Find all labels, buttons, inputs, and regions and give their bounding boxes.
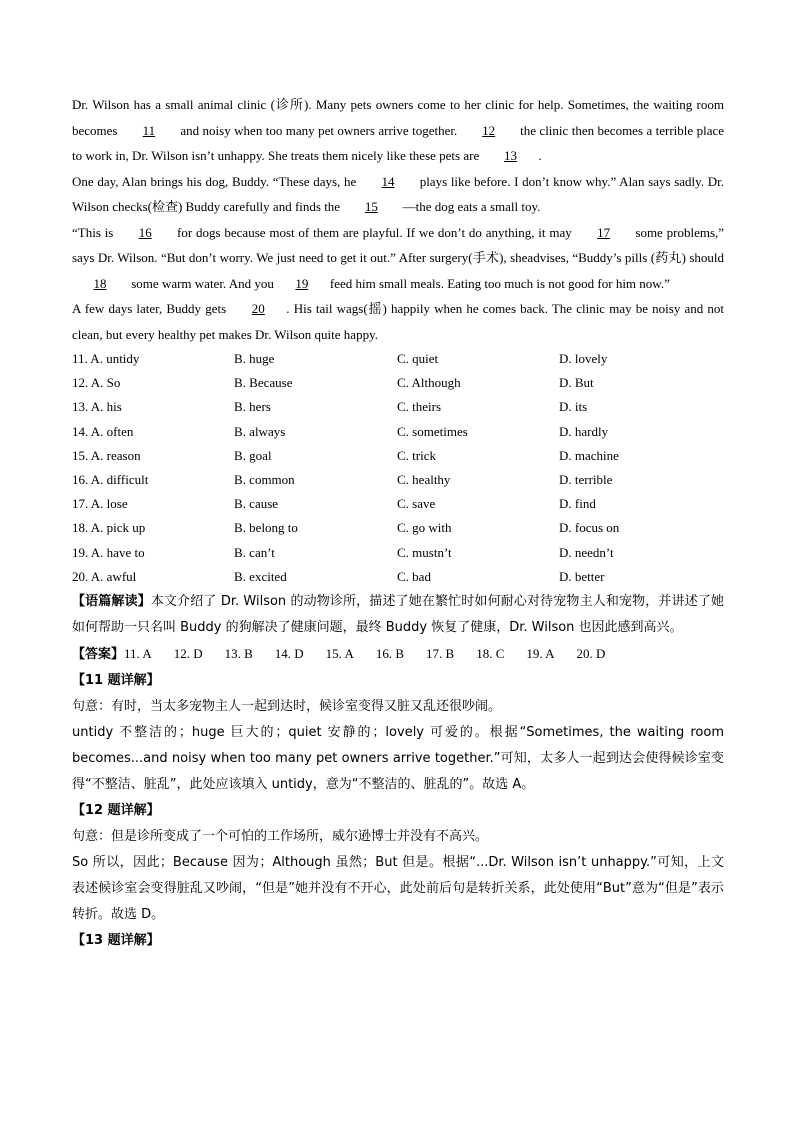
answer-item: 20. D [576, 646, 606, 662]
option-row-16 [72, 468, 724, 492]
options-list [72, 347, 724, 589]
option-a: 14. A. often [72, 423, 134, 439]
option-a: 20. A. awful [72, 568, 137, 584]
passage-paragraph-4 [72, 296, 724, 347]
option-d: D. But [559, 375, 594, 391]
option-row-12 [72, 371, 724, 395]
option-b: B. can’t [234, 544, 275, 560]
option-b: B. goal [234, 447, 272, 463]
option-b: B. belong to [234, 520, 298, 536]
option-row-18 [72, 516, 724, 540]
option-d: D. machine [559, 447, 619, 463]
option-a: 17. A. lose [72, 496, 128, 512]
blank-14: 14 [381, 173, 395, 189]
text: some warm water. And you [131, 275, 274, 291]
q12-meaning: 句意：但是诊所变成了一个可怕的工作场所，威尔逊博士并没有不高兴。 [72, 829, 489, 845]
option-d: D. lovely [559, 351, 608, 366]
q13-heading: 【13 题详解】 [72, 933, 160, 949]
q12-explanation: So 所以，因此；Because 因为；Although 虽然；But 但是。根据“...Dr. Wilson isn’t unhappy.”可知，上文表述候诊室会变得脏乱又吵闹，“但是”她并没有不开心，此处前后句是转折关系，此处使用“But”意为“但是”表示转折。故选 D。 [72, 855, 724, 923]
option-row-13 [72, 395, 724, 419]
text: “This is [72, 224, 114, 240]
blank-16: 16 [138, 224, 152, 240]
blank-17: 17 [597, 224, 611, 240]
blank-13: 13 [503, 148, 517, 163]
option-b: B. cause [234, 496, 279, 512]
blank-15: 15 [364, 199, 378, 214]
passage-paragraph-3 [72, 220, 724, 297]
answer-item: 19. A [526, 646, 555, 662]
option-c: C. healthy [397, 472, 451, 488]
option-d: D. needn’t [559, 544, 614, 560]
option-c: C. theirs [397, 399, 442, 415]
blank-18: 18 [93, 275, 107, 291]
text: feed him small meals. Eating too much is not good for him now.” [329, 275, 670, 291]
answer-item: 18. C [476, 646, 505, 662]
text: Dr. Wilson has a small animal clinic (诊所). Many pets owners come to her clinic for help. Sometimes, the waiting room becomes [72, 97, 724, 138]
option-c: C. save [397, 496, 436, 512]
option-b: B. always [234, 423, 286, 439]
answer-item: 16. B [375, 646, 405, 662]
option-b: B. hers [234, 399, 271, 415]
text: plays like before. I don’t know why.” Alan says sadly. Dr. Wilson checks(检查) Buddy carefully and finds the [72, 173, 725, 214]
option-a: 19. A. have to [72, 544, 145, 560]
text: —the dog eats a small toy. [402, 199, 541, 214]
answer-item: 15. A [325, 646, 354, 662]
option-a: 16. A. difficult [72, 472, 149, 488]
option-b: B. huge [234, 351, 275, 366]
answer-item: 14. D [274, 646, 304, 662]
answer-item: 17. B [426, 646, 455, 662]
option-b: B. Because [234, 375, 293, 391]
text: the clinic then becomes a terrible place to work in, Dr. Wilson isn’t unhappy. She treats them nicely like these pets are [72, 122, 725, 163]
summary-text: 本文介绍了 Dr. Wilson 的动物诊所，描述了她在繁忙时如何耐心对待宠物主人和宠物，并讲述了她如何帮助一只名叫 Buddy 的狗解决了健康问题，最终 Buddy 恢复了健康，Dr. Wilson 也因此感到高兴。 [72, 594, 724, 636]
option-a: 13. A. his [72, 399, 122, 415]
option-a: 11. A. untidy [72, 351, 140, 366]
option-c: C. Although [397, 375, 461, 391]
answer-item: 13. B [224, 646, 253, 662]
blank-12: 12 [482, 122, 496, 138]
blank-19: 19 [295, 275, 309, 291]
text: and noisy when too many pet owners arrive together. [180, 122, 458, 138]
text: some problems,” says Dr. Wilson. “But don’t worry. We just need to get it out.” After surgery(手术), sheadvises, “Buddy’s pills (药丸) should [72, 224, 725, 265]
text: . His tail wags(摇) happily when he comes back. The clinic may be noisy and not clean, but every healthy pet makes Dr. Wilson quite happy. [72, 301, 725, 342]
text: One day, Alan brings his dog, Buddy. “These days, he [72, 173, 357, 189]
option-row-15 [72, 444, 724, 468]
q11-heading: 【11 题详解】 [72, 673, 160, 689]
option-c: C. bad [397, 568, 431, 584]
option-c: C. sometimes [397, 423, 468, 439]
document-page [72, 92, 724, 954]
option-b: B. excited [234, 568, 287, 584]
blank-20: 20 [251, 301, 265, 316]
option-row-19 [72, 541, 724, 565]
option-c: C. quiet [397, 351, 439, 366]
answer-item: 11. A [124, 646, 152, 662]
text: for dogs because most of them are playful. If we don’t do anything, it may [177, 224, 572, 240]
option-row-17 [72, 492, 724, 516]
answer-item: 12. D [173, 646, 203, 662]
option-d: D. terrible [559, 472, 613, 488]
option-row-11 [72, 347, 724, 371]
text: . [538, 148, 542, 163]
q12-heading: 【12 题详解】 [72, 803, 160, 819]
option-d: D. find [559, 496, 596, 512]
option-a: 12. A. So [72, 375, 121, 391]
summary-heading: 【语篇解读】 [72, 594, 151, 610]
summary-section [72, 589, 724, 641]
option-a: 18. A. pick up [72, 520, 146, 536]
q11-meaning: 句意：有时，当太多宠物主人一起到达时，候诊室变得又脏又乱还很吵闹。 [72, 699, 502, 715]
option-row-20 [72, 565, 724, 589]
text: A few days later, Buddy gets [72, 301, 227, 316]
option-b: B. common [234, 472, 295, 488]
option-d: D. focus on [559, 520, 620, 536]
answer-key [72, 641, 724, 668]
option-a: 15. A. reason [72, 447, 141, 463]
option-d: D. better [559, 568, 605, 584]
option-d: D. hardly [559, 423, 609, 439]
answer-heading: 【答案】 [72, 647, 125, 663]
option-c: C. mustn’t [397, 544, 452, 560]
option-c: C. go with [397, 520, 452, 536]
passage-paragraph-1 [72, 92, 724, 169]
passage-paragraph-2 [72, 169, 724, 220]
option-row-14 [72, 420, 724, 444]
q11-explanation: untidy 不整洁的；huge 巨大的；quiet 安静的；lovely 可爱的。根据“Sometimes, the waiting room becomes...and noisy when too many pet owners arrive together.”可知，太多人一起到达会使得候诊室变得“不整洁、脏乱”，此处应该填入 untidy，意为“不整洁的、脏乱的”。故选 A。 [72, 725, 724, 793]
blank-11: 11 [142, 122, 156, 138]
option-c: C. trick [397, 447, 436, 463]
option-d: D. its [559, 399, 588, 415]
